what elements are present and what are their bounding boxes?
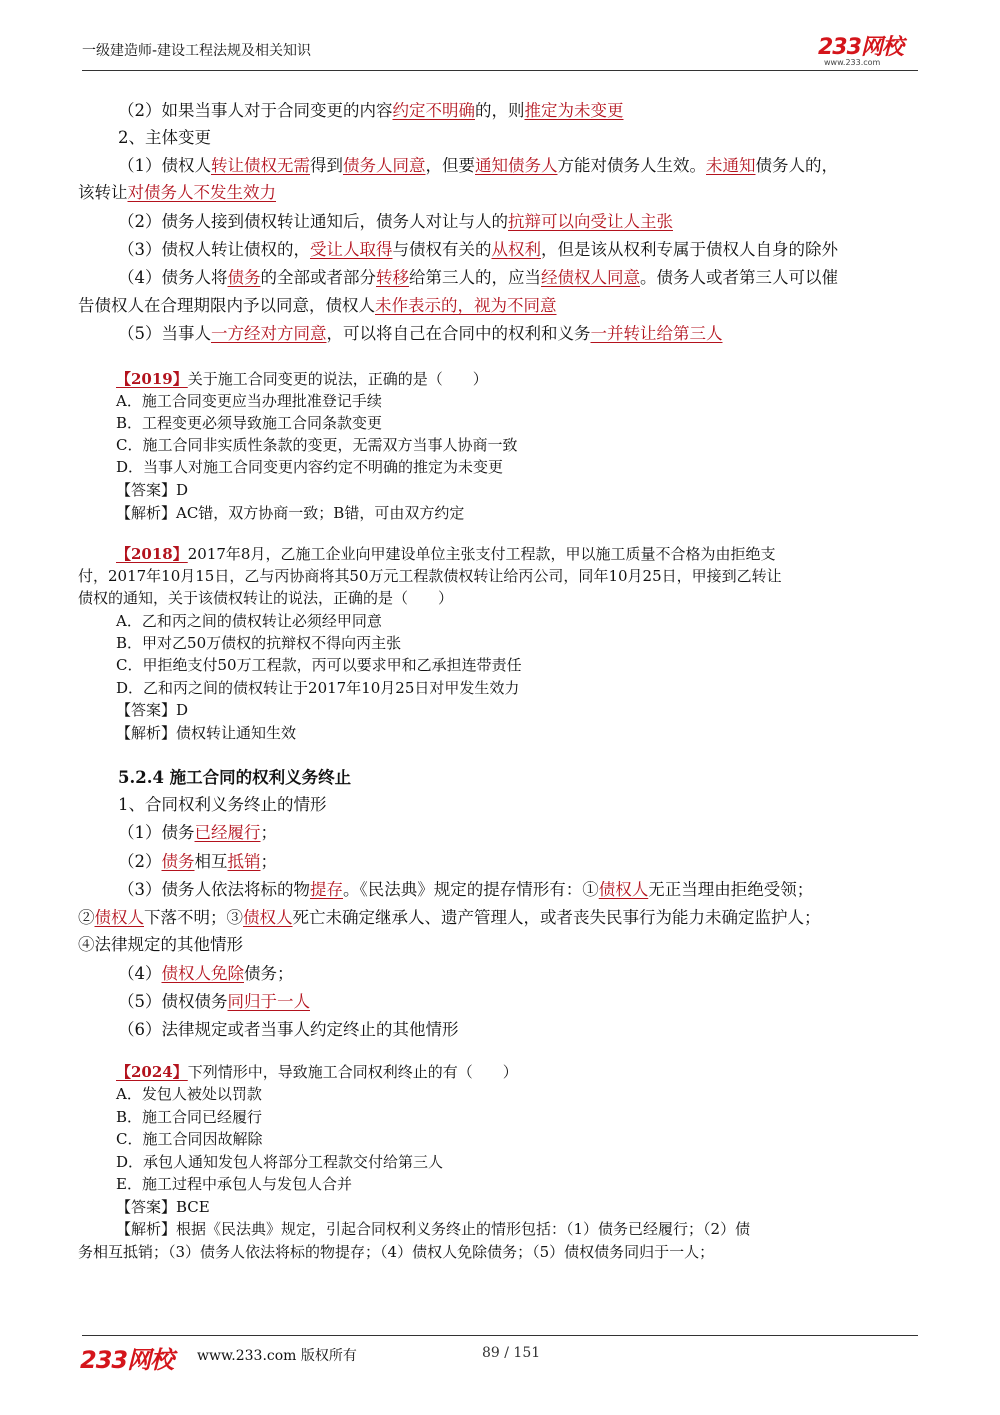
text-line [116,390,1000,412]
document-header-title: 一级建造师-建设工程法规及相关知识 [82,43,312,59]
text-line [116,699,1000,721]
text-line [116,1061,1000,1083]
highlight-term: 债务人同意 [343,156,426,175]
text-segment: ； [260,823,277,842]
text-segment: ② [78,908,95,927]
text-line [78,180,1000,206]
text-segment: 5.2.4 施工合同的权利义务终止 [118,768,352,787]
text-line [116,543,1000,565]
text-segment: 与债权有关的 [392,240,492,259]
text-segment: ，但要 [425,156,475,175]
text-line [118,849,1000,875]
text-line [118,321,1000,347]
text-line [116,654,1000,676]
text-segment: 方能对债务人生效。 [557,156,706,175]
text-segment: （2）如果当事人对于合同变更的内容 [118,101,393,120]
highlight-term: 受让人取得 [310,240,393,259]
highlight-term: 推定为未变更 [524,101,624,120]
text-segment: （5）债权债务 [118,992,228,1011]
highlight-term: 同归于一人 [227,992,310,1011]
text-segment: 2017年8月，乙施工企业向甲建设单位主张支付工程款，甲以施工质量不合格为由拒绝支 [187,545,776,563]
text-line [118,153,1000,179]
text-line [78,1241,1000,1263]
text-segment: （3）债权人转让债权的， [118,240,310,259]
text-segment: B．工程变更必须导致施工合同条款变更 [116,414,383,432]
text-line [116,632,1000,654]
text-segment: 得到 [310,156,343,175]
text-segment: 【解析】AC错，双方协商一致；B错，可由双方约定 [116,504,465,522]
highlight-term: 对债务人不发生效力 [127,183,276,202]
text-line [116,610,1000,632]
text-segment: 付，2017年10月15日，乙与丙协商将其50万元工程款债权转让给丙公司，同年10月25日，甲接到乙转让 [78,567,782,585]
text-segment: 死亡未确定继承人、遗产管理人，或者丧失民事行为能力未确定监护人； [292,908,821,927]
text-segment: 2、主体变更 [118,128,211,147]
highlight-term: 未作表示的，视为不同意 [375,296,557,315]
text-segment: ； [260,852,277,871]
text-segment: B．甲对乙50万债权的抗辩权不得向丙主张 [116,634,402,652]
highlight-term: 债权人 [94,908,144,927]
text-segment: （5）当事人 [118,324,211,343]
text-segment: 1、合同权利义务终止的情形 [118,795,327,814]
text-line [116,479,1000,501]
text-segment: 债务人的， [755,156,838,175]
text-segment: D．乙和丙之间的债权转让于2017年10月25日对甲发生效力 [116,679,520,697]
text-segment: D．承包人通知发包人将部分工程款交付给第三人 [116,1153,444,1171]
text-segment: ，可以将自己在合同中的权利和义务 [326,324,591,343]
text-segment: C．施工合同因故解除 [116,1130,263,1148]
text-line [118,98,1000,124]
text-line [118,125,1000,151]
text-segment: 【解析】债权转让通知生效 [116,724,297,742]
text-line [78,293,1000,319]
text-segment: 债务； [244,964,294,983]
highlight-term: 一并转让给第三人 [590,324,723,343]
highlight-term: 抵销 [227,852,261,871]
text-segment: 【答案】D [116,701,189,719]
exam-year-tag: 【2018】 [116,545,188,563]
text-line [116,1083,1000,1105]
text-segment: D．当事人对施工合同变更内容约定不明确的推定为未变更 [116,458,504,476]
text-segment: （1）债务 [118,823,195,842]
text-line [116,434,1000,456]
text-line [118,877,1000,903]
text-line [78,565,1000,587]
text-line [116,502,1000,524]
text-segment: （6）法律规定或者当事人约定终止的其他情形 [118,1020,459,1039]
text-segment: 的，则 [475,101,525,120]
highlight-term: 抗辩可以向受让人主张 [508,212,673,231]
text-segment: （3）债务人依法将标的物 [118,880,310,899]
text-segment: E．施工过程中承包人与发包人合并 [116,1175,352,1193]
highlight-term: 债权人免除 [161,964,244,983]
text-line [118,209,1000,235]
text-line [78,905,1000,931]
page-number: 89 / 151 [482,1345,541,1361]
logo-url: www.233.com [824,58,881,67]
text-line [116,1173,1000,1195]
footer-divider [82,1335,918,1336]
text-line [116,722,1000,744]
text-line [116,677,1000,699]
text-segment: （1）债权人 [118,156,211,175]
text-segment: 【解析】根据《民法典》规定，引起合同权利义务终止的情形包括：（1）债务已经履行；（2）债 [116,1220,751,1238]
highlight-term: 提存 [310,880,343,899]
text-line [116,368,1000,390]
text-segment: 。债务人或者第三人可以催 [640,268,838,287]
highlight-term: 已经履行 [194,823,261,842]
text-line [116,1128,1000,1150]
highlight-term: 债务 [227,268,261,287]
brand-logo[interactable] [818,30,903,67]
highlight-term: 一方经对方同意 [211,324,327,343]
footer-copyright: www.233.com 版权所有 [197,1348,357,1364]
text-line [116,1218,1000,1240]
text-segment: 下落不明；③ [144,908,243,927]
text-segment: 告债权人在合理期限内予以同意，债权人 [78,296,375,315]
text-segment: C．甲拒绝支付50万工程款，丙可以要求甲和乙承担连带责任 [116,656,522,674]
text-segment: C．施工合同非实质性条款的变更，无需双方当事人协商一致 [116,436,518,454]
header-divider [82,70,918,71]
text-segment: 下列情形中，导致施工合同权利终止的有（ ） [187,1063,518,1081]
text-segment: ，但是该从权利专属于债权人自身的除外 [541,240,838,259]
text-segment: 无正当理由拒绝受领； [648,880,814,899]
highlight-term: 从权利 [491,240,541,259]
text-line [78,932,1000,958]
text-segment: （2） [118,852,162,871]
text-segment: 务相互抵销；（3）债务人依法将标的物提存；（4）债权人免除债务；（5）债权债务同归于一人； [78,1243,715,1261]
text-segment: A．乙和丙之间的债权转让必须经甲同意 [116,612,382,630]
text-line [118,765,1000,791]
text-line [118,820,1000,846]
text-segment: 的全部或者部分 [260,268,376,287]
text-segment: 该转让 [78,183,128,202]
text-line [118,989,1000,1015]
text-segment: A．施工合同变更应当办理批准登记手续 [116,392,382,410]
text-line [116,1151,1000,1173]
highlight-term: 转让债权无需 [211,156,310,175]
text-segment: 【答案】BCE [116,1198,210,1216]
highlight-term: 债权人 [598,880,649,899]
text-segment: （2）债务人接到债权转让通知后，债务人对让与人的 [118,212,508,231]
text-line [118,237,1000,263]
text-line [118,792,1000,818]
logo-text: 233网校 [818,35,903,60]
text-line [118,265,1000,291]
highlight-term: 债务 [161,852,195,871]
text-segment: 相互 [194,852,228,871]
exam-year-tag: 【2019】 [116,370,188,388]
text-line [118,1017,1000,1043]
exam-year-tag: 【2024】 [116,1063,188,1081]
text-line [116,1106,1000,1128]
text-line [116,412,1000,434]
text-segment: 债权的通知，关于该债权转让的说法，正确的是（ ） [78,589,454,607]
text-segment: （4） [118,964,162,983]
highlight-term: 未通知 [706,156,756,175]
text-line [116,1196,1000,1218]
highlight-term: 经债权人同意 [541,268,640,287]
text-segment: 。《民法典》规定的提存情形有：① [343,880,599,899]
text-segment: （4）债务人将 [118,268,228,287]
highlight-term: 通知债务人 [475,156,558,175]
text-segment: B．施工合同已经履行 [116,1108,263,1126]
text-segment: 关于施工合同变更的说法，正确的是（ ） [187,370,488,388]
highlight-term: 约定不明确 [392,101,475,120]
text-segment: 给第三人的，应当 [409,268,541,287]
text-line [118,961,1000,987]
text-segment: 【答案】D [116,481,189,499]
footer-logo[interactable]: 233网校 [80,1346,174,1374]
highlight-term: 债权人 [243,908,293,927]
text-line [116,456,1000,478]
text-segment: A．发包人被处以罚款 [116,1085,262,1103]
text-line [78,587,1000,609]
text-segment: ④法律规定的其他情形 [78,935,243,954]
highlight-term: 转移 [376,268,409,287]
